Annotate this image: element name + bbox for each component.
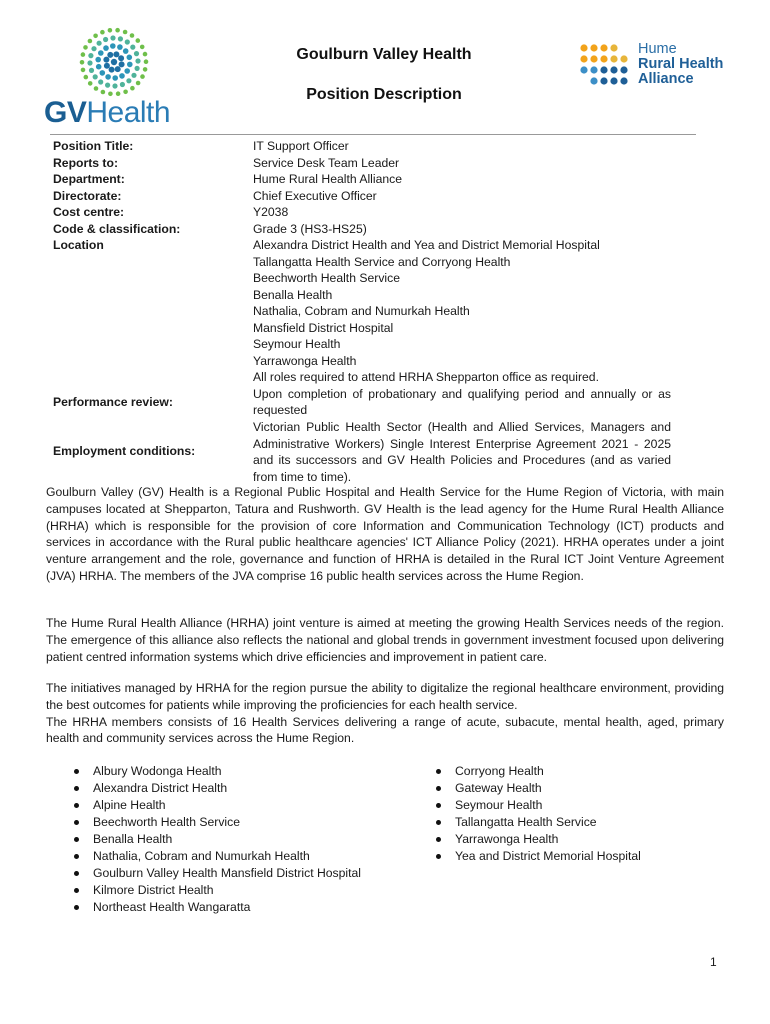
logo-dot: [580, 66, 587, 73]
label-directorate: Directorate:: [53, 188, 122, 203]
logo-dot: [580, 44, 587, 51]
logo-dot: [89, 68, 94, 73]
logo-dot: [620, 55, 627, 62]
header-divider: [50, 134, 696, 135]
logo-dot: [143, 67, 148, 72]
value-location-7: Seymour Health: [253, 337, 341, 351]
logo-dot: [610, 66, 617, 73]
members-list-left: [71, 763, 411, 916]
logo-dot: [120, 82, 125, 87]
logo-dot: [104, 63, 110, 69]
logo-dot: [88, 53, 93, 58]
logo-dot: [610, 44, 617, 51]
initiatives-paragraph: The initiatives managed by HRHA for the region pursue the ability to digitalize the regional healthcare environment, providing the best outcomes for patients while improving the proficiencies for each health service.: [46, 681, 724, 712]
logo-dot: [103, 57, 109, 63]
logo-dot: [118, 36, 123, 41]
logo-dot: [127, 55, 133, 61]
list-item: Corryong Health: [433, 763, 723, 780]
list-item: Yarrawonga Health: [433, 831, 723, 848]
list-item: Kilmore District Health: [71, 882, 411, 899]
logo-dot: [110, 43, 116, 49]
logo-dot: [88, 39, 93, 44]
logo-dot: [590, 66, 597, 73]
logo-dot: [95, 57, 101, 63]
logo-dot: [136, 81, 141, 86]
logo-dot: [94, 86, 99, 91]
logo-dot: [105, 83, 110, 88]
hrha-logo-line3: Alliance: [638, 71, 694, 87]
value-code-classification: Grade 3 (HS3-HS25): [253, 221, 367, 236]
logo-dot: [590, 55, 597, 62]
hrha-logo-line2: Rural Health: [638, 56, 724, 72]
logo-dot: [140, 45, 145, 50]
logo-dot: [112, 75, 118, 81]
label-employment-conditions: Employment conditions:: [53, 444, 196, 458]
logo-dot: [125, 39, 130, 44]
value-location-3: Beechworth Health Service: [253, 271, 400, 285]
logo-dot: [88, 81, 93, 86]
logo-dot: [600, 66, 607, 73]
value-position-title: IT Support Officer: [253, 139, 349, 153]
list-item: Benalla Health: [71, 831, 411, 848]
logo-dot: [81, 52, 86, 57]
logo-dot: [112, 83, 117, 88]
logo-dot: [117, 44, 123, 50]
list-item: Albury Wodonga Health: [71, 763, 411, 780]
value-location-8: Yarrawonga Health: [253, 353, 357, 368]
gv-logo-word-health: Health: [86, 96, 171, 129]
logo-dot: [580, 55, 587, 62]
page-number: 1: [710, 955, 717, 969]
logo-dot: [111, 59, 117, 65]
value-reports-to: Service Desk Team Leader: [253, 155, 400, 170]
value-employment-conditions: Victorian Public Health Sector (Health and Allied Services, Managers and Administrative Workers) Single Interest Enterprise Agreement 2021 - 2025 and its successors and GV Health Policies and Procedures (and as varied from time to time).: [253, 420, 671, 484]
logo-dot: [107, 52, 113, 58]
logo-dot: [590, 77, 597, 84]
label-location: Location: [53, 238, 104, 252]
gv-health-logo: [44, 96, 170, 130]
value-directorate: Chief Executive Officer: [253, 188, 377, 203]
logo-dot: [620, 77, 627, 84]
intro-paragraph: Goulburn Valley (GV) Health is a Regional Public Hospital and Health Service for the Hume Region of Victoria, with main campuses located at Shepparton, Tatura and Rushworth. GV Health is the lead agency for the Hume Rural Health Alliance (HRHA) which is responsible for the provision of core Information and Communication Technology (ICT) products and services in accordance with the Rural public healthcare agencies' ICT Alliance Policy (2021). HRHA operates under a joint venture arrangement and the role, governance and function of HRHA is detailed in the Rural ICT Joint Venture Agreement (JVA) HRHA. The members of the JVA comprise 16 public health services across the Hume Region.: [46, 485, 724, 583]
value-location-4: Benalla Health: [253, 287, 333, 302]
logo-dot: [135, 66, 140, 71]
logo-dot: [140, 74, 145, 79]
list-item: Beechworth Health Service: [71, 814, 411, 831]
logo-dot: [81, 68, 86, 73]
logo-dot: [98, 79, 103, 84]
list-item: Alexandra District Health: [71, 780, 411, 797]
logo-dot: [123, 30, 128, 35]
logo-dot: [87, 60, 92, 65]
logo-dot: [113, 51, 119, 57]
value-location-2: Tallangatta Health Service and Corryong Health: [253, 254, 511, 269]
logo-dot: [610, 77, 617, 84]
value-cost-centre: Y2038: [253, 205, 289, 219]
logo-dot: [144, 59, 149, 64]
members-paragraph: The HRHA members consists of 16 Health Services delivering a range of acute, subacute, mental health, aged, primary health and community services across the Hume Region.: [46, 714, 724, 746]
logo-dot: [103, 45, 109, 51]
value-location-5: Nathalia, Cobram and Numurkah Health: [253, 304, 470, 318]
logo-dot: [135, 58, 140, 63]
logo-dot: [130, 86, 135, 91]
logo-dot: [83, 45, 88, 50]
logo-dot: [115, 28, 120, 33]
logo-dot: [610, 55, 617, 62]
logo-dot: [130, 33, 135, 38]
logo-dot: [98, 50, 104, 56]
value-department: Hume Rural Health Alliance: [253, 172, 403, 186]
logo-dot: [115, 66, 121, 72]
logo-dot: [119, 73, 125, 79]
hrha-logo-line1: Hume: [638, 41, 677, 57]
logo-dot: [96, 64, 102, 70]
logo-dot: [143, 52, 148, 57]
value-location-6: Mansfield District Hospital: [253, 320, 394, 335]
label-performance-review: Performance review:: [53, 395, 173, 409]
logo-dot: [590, 44, 597, 51]
hrha-paragraph: The Hume Rural Health Alliance (HRHA) joint venture is aimed at meeting the growing Health Services needs of the region. The emergence of this alliance also reflects the national and global trends in government investment focused upon delivering patient centred information systems which drive efficiencies and improvement in patient care.: [46, 616, 724, 664]
org-title: Goulburn Valley Health: [296, 46, 472, 63]
logo-dot: [110, 35, 115, 40]
hrha-logo: [638, 42, 723, 87]
logo-dot: [100, 30, 105, 35]
list-item: Seymour Health: [433, 797, 723, 814]
logo-dot: [93, 34, 98, 39]
logo-dot: [97, 41, 102, 46]
list-item: Goulburn Valley Health Mansfield District Hospital: [71, 865, 411, 882]
value-location-1: Alexandra District Health and Yea and District Memorial Hospital: [253, 238, 600, 252]
members-list-right: [433, 763, 723, 865]
logo-dot: [118, 55, 124, 61]
list-item: Yea and District Memorial Hospital: [433, 848, 723, 865]
logo-dot: [600, 55, 607, 62]
logo-dot: [124, 68, 130, 74]
label-code-classification: Code & classification:: [53, 221, 181, 236]
list-item: Gateway Health: [433, 780, 723, 797]
logo-dot: [119, 61, 125, 67]
logo-dot: [108, 28, 113, 33]
list-item: Alpine Health: [71, 797, 411, 814]
document-title: Position Description: [306, 86, 462, 103]
label-department: Department:: [53, 172, 125, 186]
logo-dot: [105, 74, 111, 80]
logo-dot: [103, 37, 108, 42]
logo-dot: [620, 66, 627, 73]
label-cost-centre: Cost centre:: [53, 205, 125, 219]
logo-dot: [123, 90, 128, 95]
logo-dot: [109, 67, 115, 73]
label-reports-to: Reports to:: [53, 155, 118, 170]
logo-dot: [600, 44, 607, 51]
gv-logo-word-gv: GV: [44, 96, 87, 129]
logo-dot: [100, 70, 106, 76]
logo-dot: [93, 74, 98, 79]
logo-dot: [136, 38, 141, 43]
logo-dot: [80, 60, 85, 65]
label-position-title: Position Title:: [53, 139, 134, 153]
logo-dot: [131, 73, 136, 78]
logo-dot: [127, 62, 133, 68]
logo-dot: [130, 45, 135, 50]
logo-dot: [101, 90, 106, 95]
logo-dot: [134, 51, 139, 56]
logo-dot: [91, 46, 96, 51]
list-item: Nathalia, Cobram and Numurkah Health: [71, 848, 411, 865]
logo-dot: [126, 78, 131, 83]
logo-dot: [84, 75, 89, 80]
list-item: Northeast Health Wangaratta: [71, 899, 411, 916]
value-performance-review: Upon completion of probationary and qualifying period and annually or as requested: [253, 386, 671, 417]
value-location-9: All roles required to attend HRHA Shepparton office as required.: [253, 370, 599, 384]
list-item: Tallangatta Health Service: [433, 814, 723, 831]
logo-dot: [123, 48, 129, 54]
logo-dot: [600, 77, 607, 84]
